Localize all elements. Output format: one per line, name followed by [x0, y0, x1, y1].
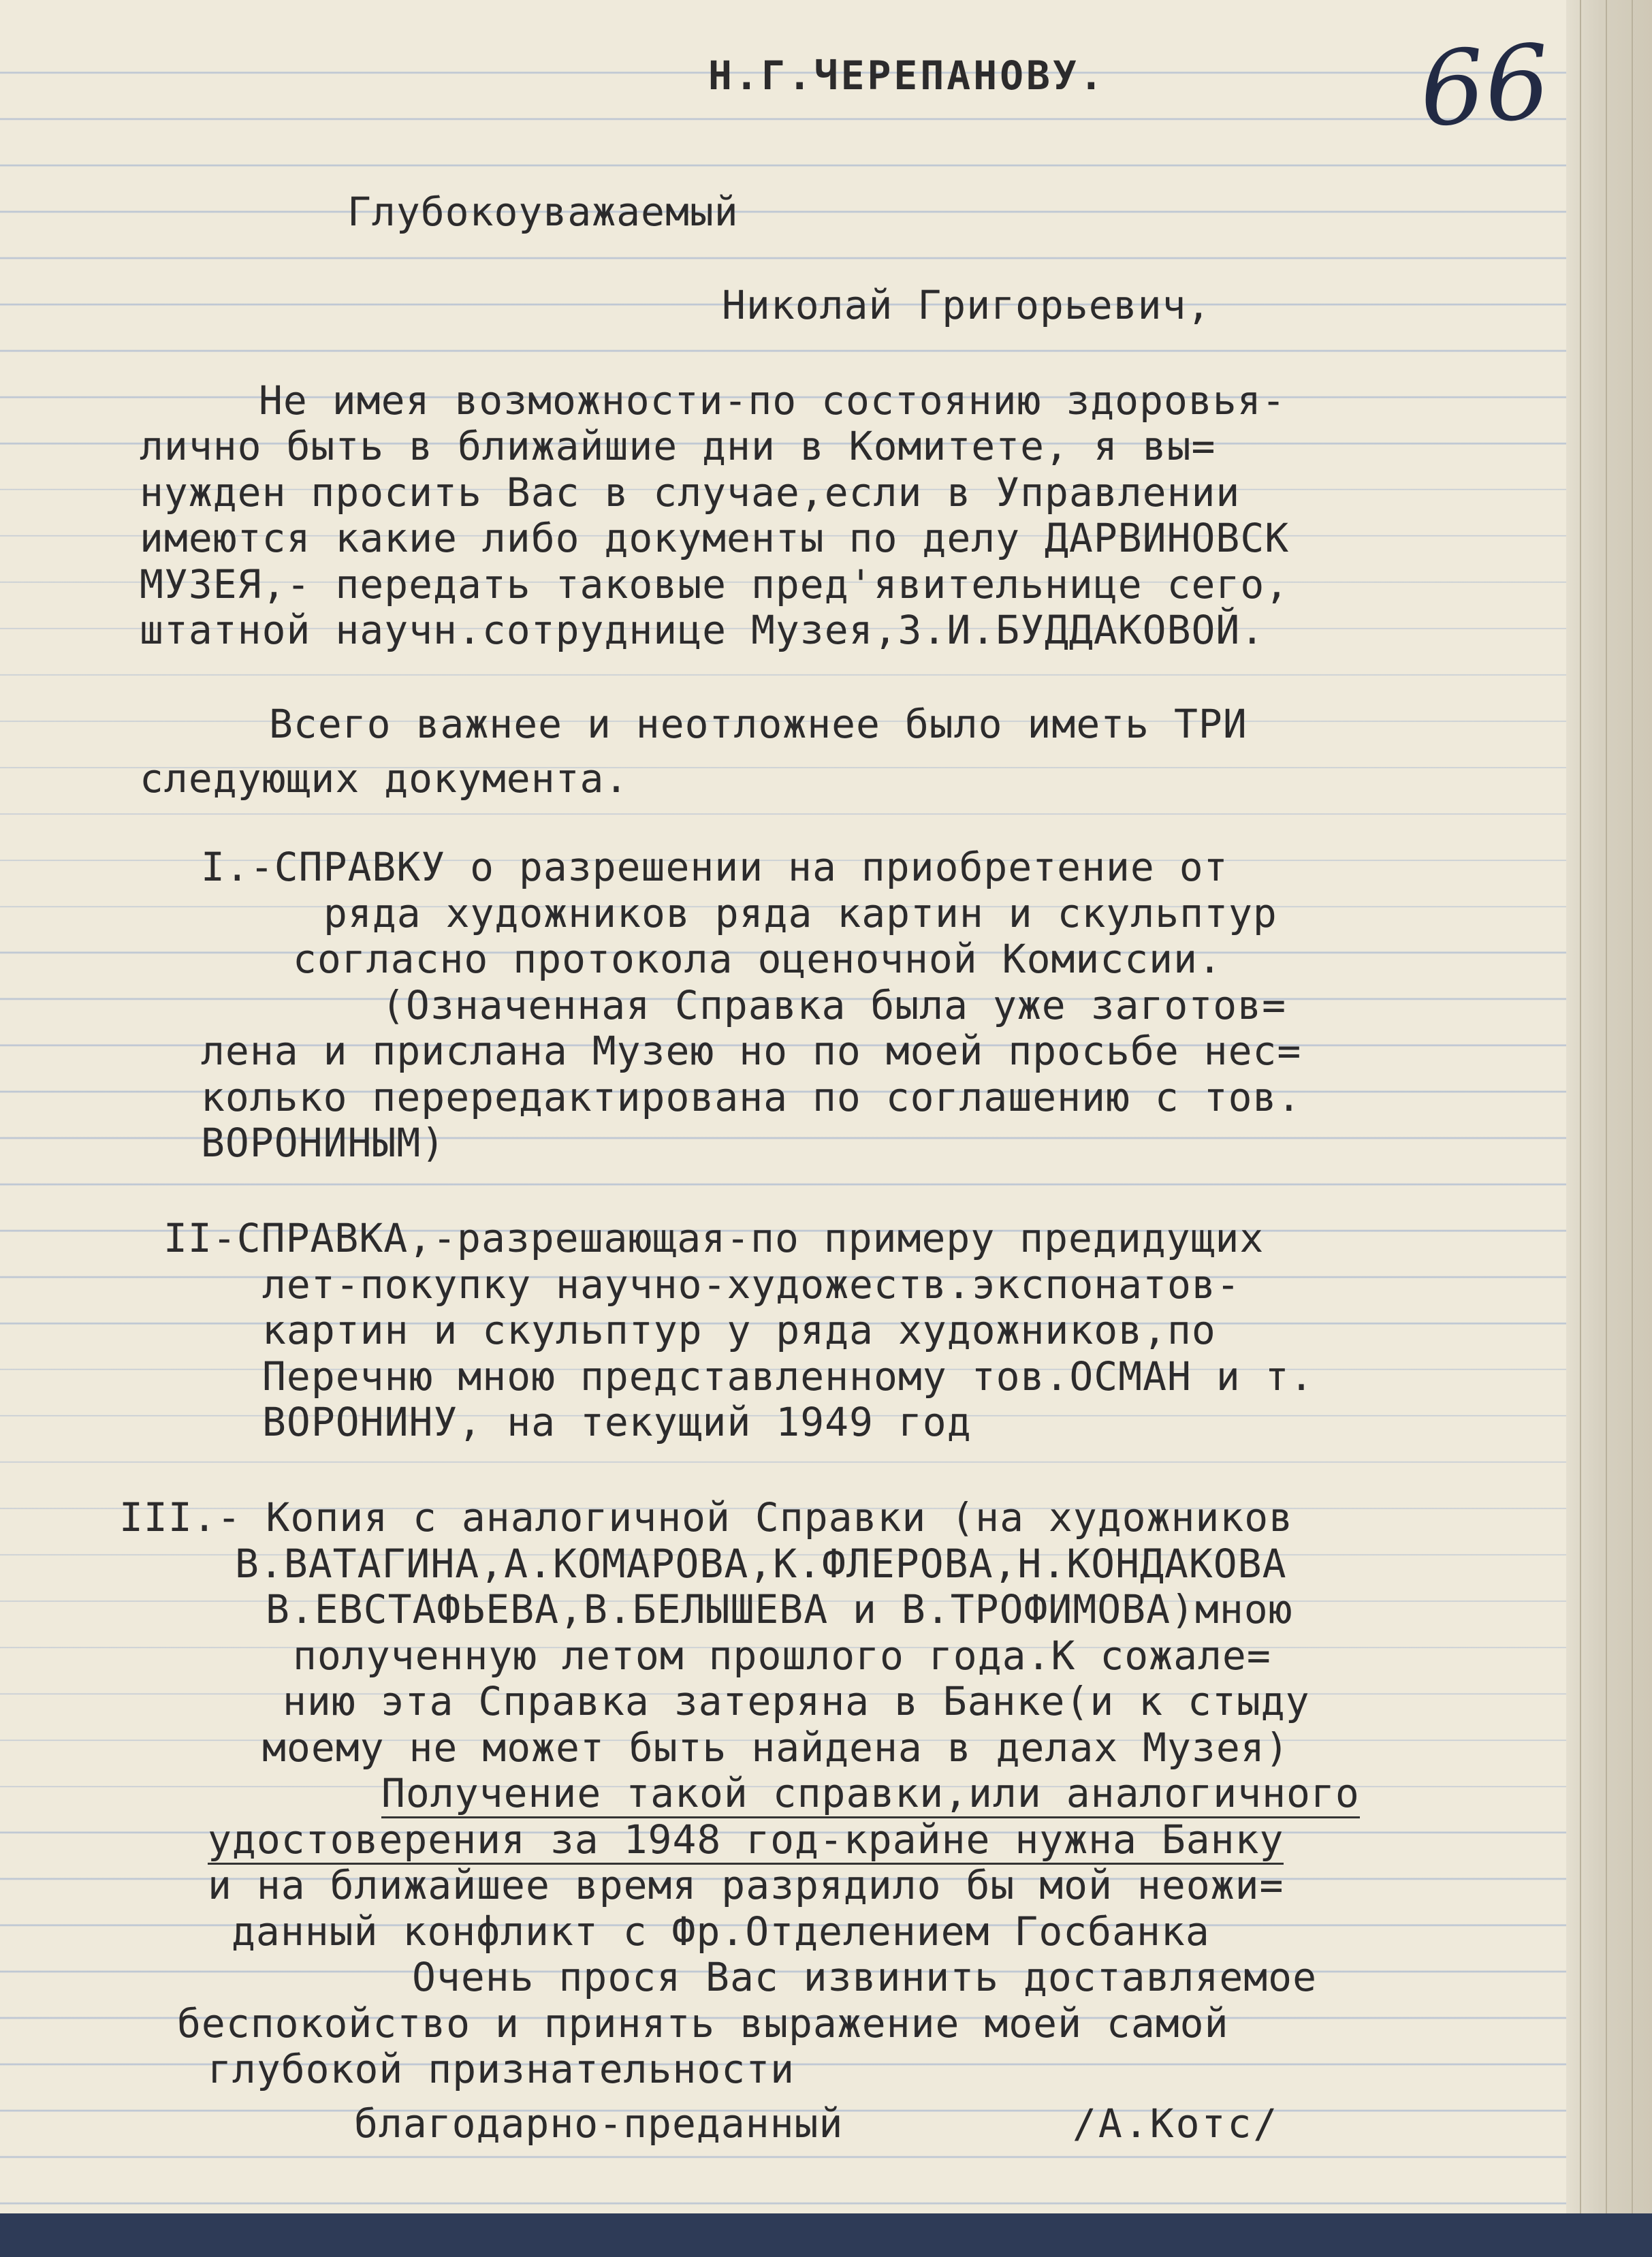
closing-line: беспокойство и принять выражение моей самой	[177, 2000, 1229, 2047]
folio-number: 66	[1416, 22, 1554, 151]
intro-line: имеются какие либо документы по делу ДАРВИНОВСК	[140, 515, 1290, 561]
page-edge-line	[1606, 0, 1607, 2257]
item-3-line: нию эта Справка затеряна в Банке(и к стыду	[283, 1678, 1310, 1724]
closing-line: Очень прося Вас извинить доставляемое	[412, 1954, 1318, 2000]
item-1-line: (Означенная Справка была уже заготов=	[381, 982, 1287, 1028]
item-1-line: ВОРОНИНЫМ)	[201, 1120, 446, 1166]
intro-line: нужден просить Вас в случае,если в Управлении	[140, 469, 1241, 516]
item-2-line: ВОРОНИНУ, на текущий 1949 год	[262, 1399, 972, 1445]
item-2-line: картин и скульптур у ряда художников,по	[262, 1307, 1216, 1353]
item-1-line: I.-СПРАВКУ о разрешении на приобретение от	[201, 844, 1228, 890]
item-1-line: колько перередактирована по соглашению с тов.	[201, 1074, 1302, 1120]
item-1-line: ряда художников ряда картин и скульптур	[323, 890, 1277, 936]
scan-background-strip	[0, 2213, 1652, 2257]
intro-line: МУЗЕЯ,- передать таковые пред'явительнице сего,	[140, 561, 1290, 607]
closing-line: глубокой признательности	[208, 2046, 795, 2092]
intro-line: Не имея возможности-по состоянию здоровья-	[259, 377, 1286, 424]
closing-line: и на ближайшее время разрядило бы мой неожи=	[208, 1862, 1284, 1908]
signature: /А.Котс/	[1073, 2100, 1280, 2147]
closing-line	[208, 1817, 1284, 1862]
page-edge-line	[1580, 0, 1581, 2257]
stacked-page-edges	[1566, 0, 1652, 2257]
summary-line: следующих документа.	[140, 755, 629, 802]
closing-line: данный конфликт с Фр.Отделением Госбанка	[232, 1908, 1210, 1955]
item-3-line: полученную летом прошлого года.К сожале=	[293, 1632, 1271, 1679]
item-1-line: лена и прислана Музею но по моей просьбе нес=	[201, 1028, 1302, 1074]
item-2-line: Перечню мною представленному тов.ОСМАН и т.	[262, 1353, 1314, 1400]
item-3-line: III.- Копия с аналогичной Справки (на художников	[119, 1494, 1294, 1541]
item-2-line: II-СПРАВКА,-разрешающая-по примеру предидущих	[163, 1215, 1265, 1261]
closing-line-text: удостоверения за 1948 год-крайне нужна Банку	[208, 1816, 1284, 1865]
item-3-line: В.ЕВСТАФЬЕВА,В.БЕЛЫШЕВА и В.ТРОФИМОВА)мною	[266, 1586, 1293, 1632]
page-edge-line	[1632, 0, 1633, 2257]
closing-line-text: Получение такой справки,или аналогичного	[381, 1770, 1360, 1818]
closing-line	[381, 1771, 1360, 1816]
item-3-line: В.ВАТАГИНА,А.КОМАРОВА,К.ФЛЕРОВА,Н.КОНДАКОВА	[235, 1541, 1287, 1587]
signoff-phrase: благодарно-преданный	[354, 2100, 844, 2147]
intro-line: штатной научн.сотруднице Музея,З.И.БУДДАКОВОЙ.	[140, 607, 1265, 653]
addressee: Н.Г.ЧЕРЕПАНОВУ.	[708, 52, 1106, 99]
intro-line: лично быть в ближайшие дни в Комитете, я вы=	[140, 423, 1216, 469]
item-3-line: моему не может быть найдена в делах Музея)	[262, 1724, 1290, 1771]
salutation-line-2: Николай Григорьевич,	[722, 282, 1211, 328]
salutation-line-1: Глубокоуважаемый	[347, 189, 739, 235]
summary-line: Всего важнее и неотложнее было иметь ТРИ	[269, 701, 1248, 747]
item-1-line: согласно протокола оценочной Комиссии.	[293, 936, 1222, 982]
item-2-line: лет-покупку научно-художеств.экспонатов-	[262, 1261, 1241, 1308]
